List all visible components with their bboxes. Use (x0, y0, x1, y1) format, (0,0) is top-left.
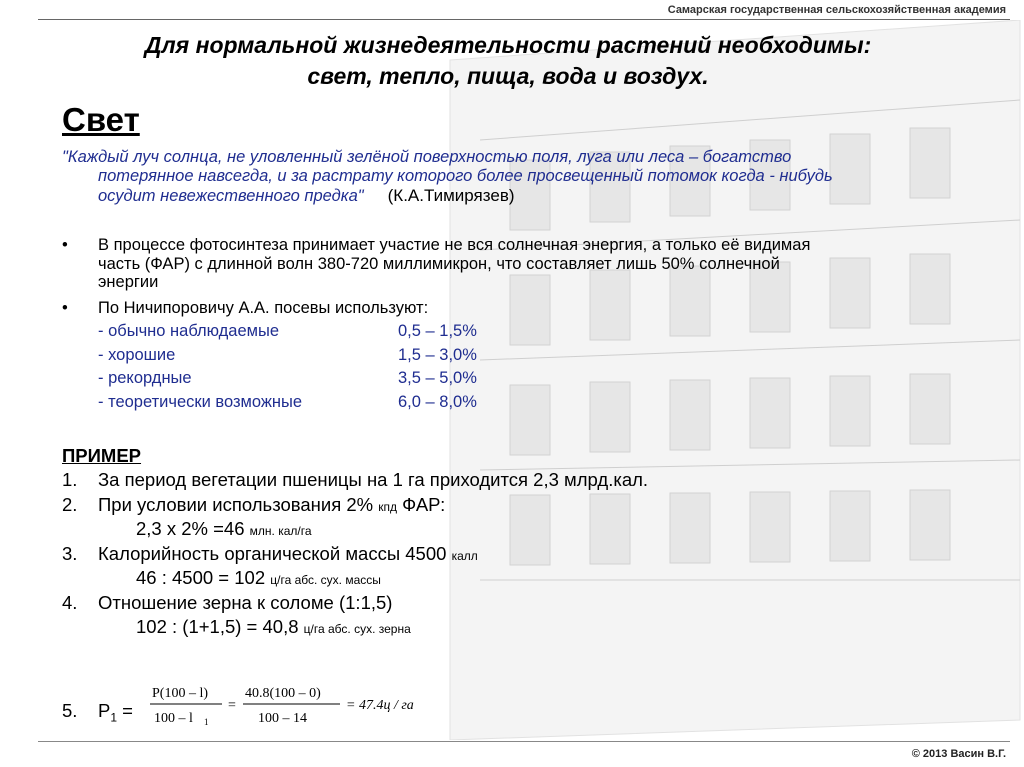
step-small-text: калл (451, 548, 478, 563)
fraction-1-denominator: 100 – l (154, 711, 193, 726)
footer-divider (38, 741, 1010, 742)
fraction-1-numerator: P(100 – l) (152, 686, 208, 701)
calc-unit: ц/га абс. сух. зерна (303, 622, 411, 636)
bullet-list (62, 236, 962, 317)
formula-lhs-symbol: P (98, 700, 111, 721)
bullet-1-line-2: часть (ФАР) с длинной волн 380-720 миллимикрон, что составляет лишь 50% солнечной (98, 254, 780, 273)
usage-list (62, 320, 962, 414)
quote-block (62, 148, 962, 206)
step-number: 1. (62, 469, 78, 490)
slide-title (38, 30, 978, 92)
quote-line-2: потерянное навсегда, и за растрату которого более просвещенный потомок когда - нибудь (98, 167, 833, 185)
calc-text: 2,3 х 2% =46 (136, 518, 250, 539)
formula-equation (150, 680, 550, 730)
slide-title-line-2: свет, тепло, пища, вода и воздух. (307, 63, 709, 89)
formula-equals: = (228, 698, 236, 713)
usage-label: - теоретически возможные (98, 392, 303, 411)
bullet-marker: • (62, 298, 68, 317)
copyright: © 2013 Васин В.Г. (911, 748, 1006, 760)
quote-line-1: "Каждый луч солнца, не уловленный зелёной поверхностью поля, луга или леса – богатство (62, 148, 792, 166)
usage-label: - рекордные (98, 369, 192, 387)
step-text: Калорийность органической массы 4500 (98, 542, 452, 564)
formula-lhs-equals: = (117, 700, 133, 721)
usage-row (62, 391, 962, 415)
usage-row (62, 344, 962, 368)
example-calculation (62, 615, 962, 640)
fraction-1-denominator-subscript: 1 (204, 717, 209, 727)
usage-row (62, 367, 962, 391)
example-calculation (62, 517, 962, 542)
step-text: При условии использования 2% (98, 493, 379, 515)
bullet-2-line-1: По Ничипоровичу А.А. посевы используют: (98, 298, 429, 317)
step-number: 5. (62, 700, 78, 721)
step-small-text: кпд (378, 499, 398, 514)
example-step (62, 468, 962, 493)
example-heading: ПРИМЕР (62, 445, 142, 466)
institution-name: Самарская государственная сельскохозяйственная академия (667, 4, 1006, 16)
calc-text: 102 : (1+1,5) = 40,8 (136, 616, 304, 637)
usage-row (62, 320, 962, 344)
slide-content (62, 100, 962, 640)
formula-result: = 47.4ц / га (346, 698, 414, 713)
bullet-marker: • (62, 236, 68, 254)
example-step (62, 591, 962, 616)
bullet-1-line-1: В процессе фотосинтеза принимает участие не вся солнечная энергия, а только её видимая (98, 236, 811, 254)
example-step (62, 542, 962, 567)
usage-value: 6,0 – 8,0% (398, 392, 477, 411)
step-number: 2. (62, 493, 78, 515)
slide-title-line-1: Для нормальной жизнедеятельности растений необходимы: (144, 32, 872, 58)
calc-unit: ц/га абс. сух. массы (270, 573, 381, 587)
step-text: Отношение зерна к соломе (1:1,5) (98, 591, 393, 613)
calc-text: 46 : 4500 = 102 (136, 567, 271, 588)
usage-value: 3,5 – 5,0% (398, 369, 477, 387)
example-calculation (62, 566, 962, 591)
usage-value: 0,5 – 1,5% (398, 322, 477, 340)
usage-label: - хорошие (98, 345, 176, 364)
formula-lhs-subscript: 1 (110, 710, 118, 725)
fraction-2-denominator: 100 – 14 (258, 711, 307, 726)
header-divider (38, 19, 1010, 20)
quote-line-3: осудит невежественного предка" (98, 187, 364, 205)
formula-row (62, 680, 562, 730)
step-number: 3. (62, 542, 78, 564)
usage-label: - обычно наблюдаемые (98, 322, 280, 340)
step-text-tail: ФАР: (397, 493, 446, 515)
section-heading: Свет (62, 101, 140, 138)
quote-line-3-wrap (62, 186, 962, 206)
example-block (62, 444, 962, 640)
formula-lhs (98, 700, 133, 725)
fraction-2-numerator: 40.8(100 – 0) (245, 686, 321, 701)
bullet-item (62, 299, 962, 318)
bullet-1-line-3: энергии (98, 273, 159, 291)
example-step (62, 493, 962, 518)
quote-author: (К.А.Тимирязев) (387, 186, 515, 205)
calc-unit: млн. кал/га (249, 524, 312, 538)
bullet-item (62, 236, 962, 292)
usage-value: 1,5 – 3,0% (398, 345, 477, 364)
step-number: 4. (62, 591, 78, 613)
step-text: За период вегетации пшеницы на 1 га приходится 2,3 млрд.кал. (98, 469, 649, 490)
